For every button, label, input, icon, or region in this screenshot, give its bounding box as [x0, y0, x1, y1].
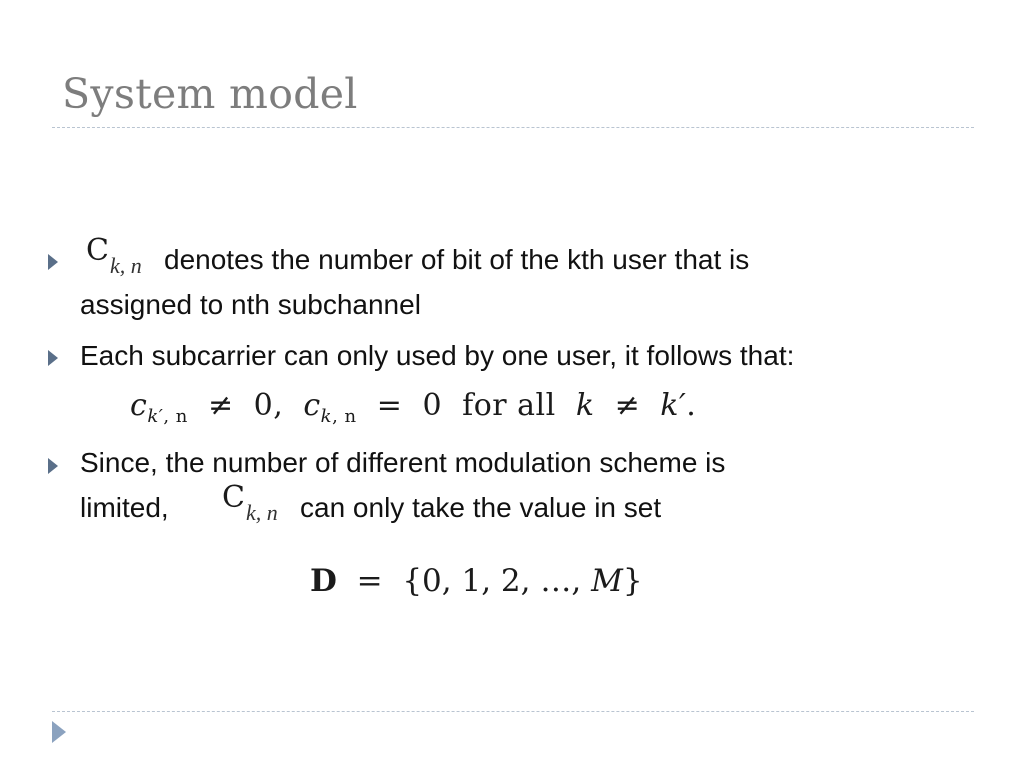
eq-equals: =	[376, 388, 403, 423]
symbol-base: C	[222, 480, 245, 515]
title-divider	[52, 127, 974, 128]
variable-c-kn-2	[222, 480, 245, 515]
eq-zero: 0,	[253, 388, 284, 423]
set-close-brace: }	[622, 563, 643, 599]
symbol-subscript: k, n	[246, 500, 278, 525]
bullet-2-line-1: Each subcarrier can only used by one user, it follows that:	[80, 340, 795, 371]
eq-k-prime: k′	[147, 406, 164, 427]
bullet-1-line-2: assigned to nth subchannel	[80, 289, 421, 320]
set-equation	[310, 563, 643, 599]
bullet-3-line-1: Since, the number of different modulation scheme is	[80, 447, 726, 478]
eq-not-equal2: ≠	[614, 388, 641, 423]
set-M: M	[591, 563, 623, 599]
bullet-marker-icon	[48, 458, 58, 474]
eq-comma-n: , n	[163, 406, 188, 427]
eq-k3: k	[575, 388, 595, 423]
eq-period: .	[686, 388, 697, 423]
symbol-base: C	[86, 233, 109, 268]
eq-zero2: 0	[422, 388, 443, 423]
eq-for-all: for all	[462, 388, 556, 423]
eq-k4: k′	[660, 388, 687, 423]
variable-c-kn	[86, 233, 109, 268]
eq-not-equal: ≠	[207, 388, 234, 423]
eq-k: k	[320, 406, 333, 427]
eq-c2: c	[303, 388, 321, 423]
bullet-3-line-2-post: can only take the value in set	[300, 492, 662, 523]
set-values: 0, 1, 2, …,	[422, 563, 592, 599]
footer-divider	[52, 711, 974, 712]
slide-title: System model	[62, 70, 358, 118]
bullet-marker-icon	[48, 254, 58, 270]
bullet-marker-icon	[48, 350, 58, 366]
bullet-3-line-2-pre: limited,	[80, 492, 169, 523]
eq-comma-n2: , n	[332, 406, 357, 427]
set-D: D	[310, 563, 337, 599]
bullet-1-line-1: denotes the number of bit of the kth user that is	[164, 244, 750, 275]
next-slide-icon[interactable]	[52, 721, 66, 743]
set-equals: =	[356, 563, 383, 599]
eq-c: c	[130, 388, 148, 423]
constraint-equation	[130, 388, 696, 427]
set-open-brace: {	[402, 563, 423, 599]
symbol-subscript: k, n	[110, 253, 142, 278]
